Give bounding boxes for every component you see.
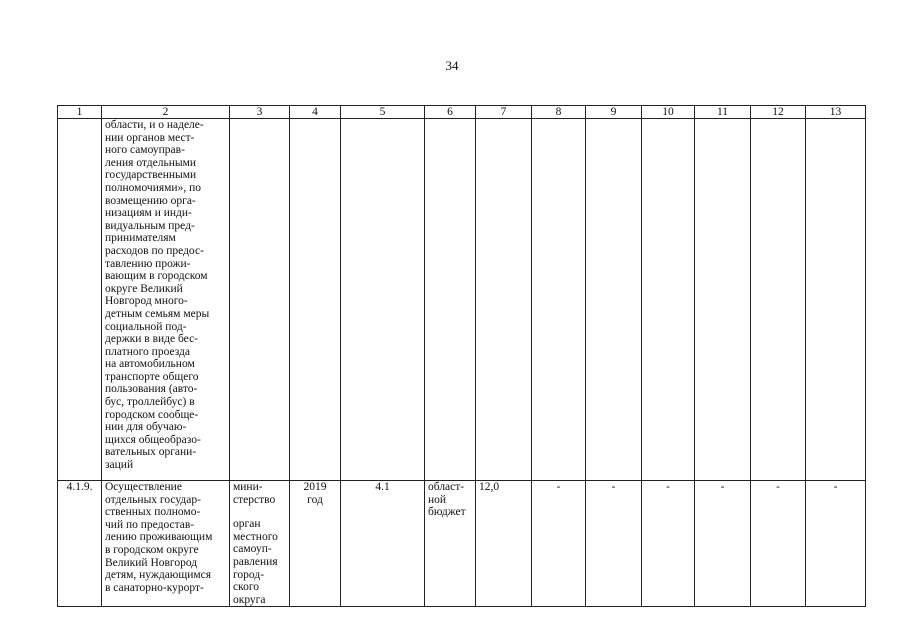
header-row [58, 106, 866, 119]
row-number: 4.1.9. [58, 481, 102, 607]
column-header: 1 [58, 106, 102, 119]
cell-text: 2019 год [303, 481, 327, 506]
column-header: 13 [806, 106, 866, 119]
executor-local-government: орган местного самоуп- равления город- ского округа [233, 518, 278, 606]
column-header: 6 [425, 106, 476, 119]
table-row-4-1-9 [58, 481, 866, 607]
program-table [57, 105, 866, 607]
table-cell-target: 4.1 [341, 481, 425, 607]
table-cell [642, 119, 695, 481]
table-cell-value: - [642, 481, 695, 607]
table-cell-description [102, 481, 230, 607]
column-header: 11 [695, 106, 751, 119]
table-cell-value: - [532, 481, 586, 607]
column-header: 5 [341, 106, 425, 119]
column-header: 4 [290, 106, 341, 119]
column-header: 7 [476, 106, 532, 119]
table-cell [751, 119, 806, 481]
table-cell-source [425, 481, 476, 607]
table-cell-amount: 12,0 [476, 481, 532, 607]
table-cell-description [102, 119, 230, 481]
table-cell [695, 119, 751, 481]
table-cell [230, 119, 290, 481]
table-cell-value: - [586, 481, 642, 607]
page-number: 34 [445, 58, 459, 73]
table-cell [341, 119, 425, 481]
column-header: 3 [230, 106, 290, 119]
table-cell-year [290, 481, 341, 607]
column-header: 10 [642, 106, 695, 119]
cell-text: области, и о наделе- нии органов мест- ного самоуправ- ления отдельными государственными полномочиями», по возмещению орга- низациям и инди- видуальным пред- принимателям расходов по предос- тавлению прожи- вающим в городском округе Великий Новгород много- детным семьям меры социальной под- держки в виде бес- платного проезда на автомобильном транспорте общего пользования (авто- бус, троллейбус) в городском сообще- нии для обучаю- щихся общеобразо- вательных органи- заций [105, 119, 210, 472]
cell-text: Осуществление отдельных государ- ственных полномо- чий по предостав- лению проживающим в городском округе Великий Новгород детям, нуждающимся в санаторно-курорт- [105, 481, 213, 594]
table-cell-executor [230, 481, 290, 607]
column-header: 9 [586, 106, 642, 119]
table-cell [806, 119, 866, 481]
table-cell [425, 119, 476, 481]
table-cell [58, 119, 102, 481]
column-header: 8 [532, 106, 586, 119]
table-cell [290, 119, 341, 481]
table-cell-value: - [695, 481, 751, 607]
column-header: 2 [102, 106, 230, 119]
column-header: 12 [751, 106, 806, 119]
table-cell [476, 119, 532, 481]
table-row-continuation [58, 119, 866, 481]
executor-ministry: мини- стерство [233, 481, 276, 506]
table-cell [532, 119, 586, 481]
table-cell-value: - [806, 481, 866, 607]
table-cell [586, 119, 642, 481]
table-cell-value: - [751, 481, 806, 607]
cell-text: област- ной бюджет [428, 481, 466, 519]
